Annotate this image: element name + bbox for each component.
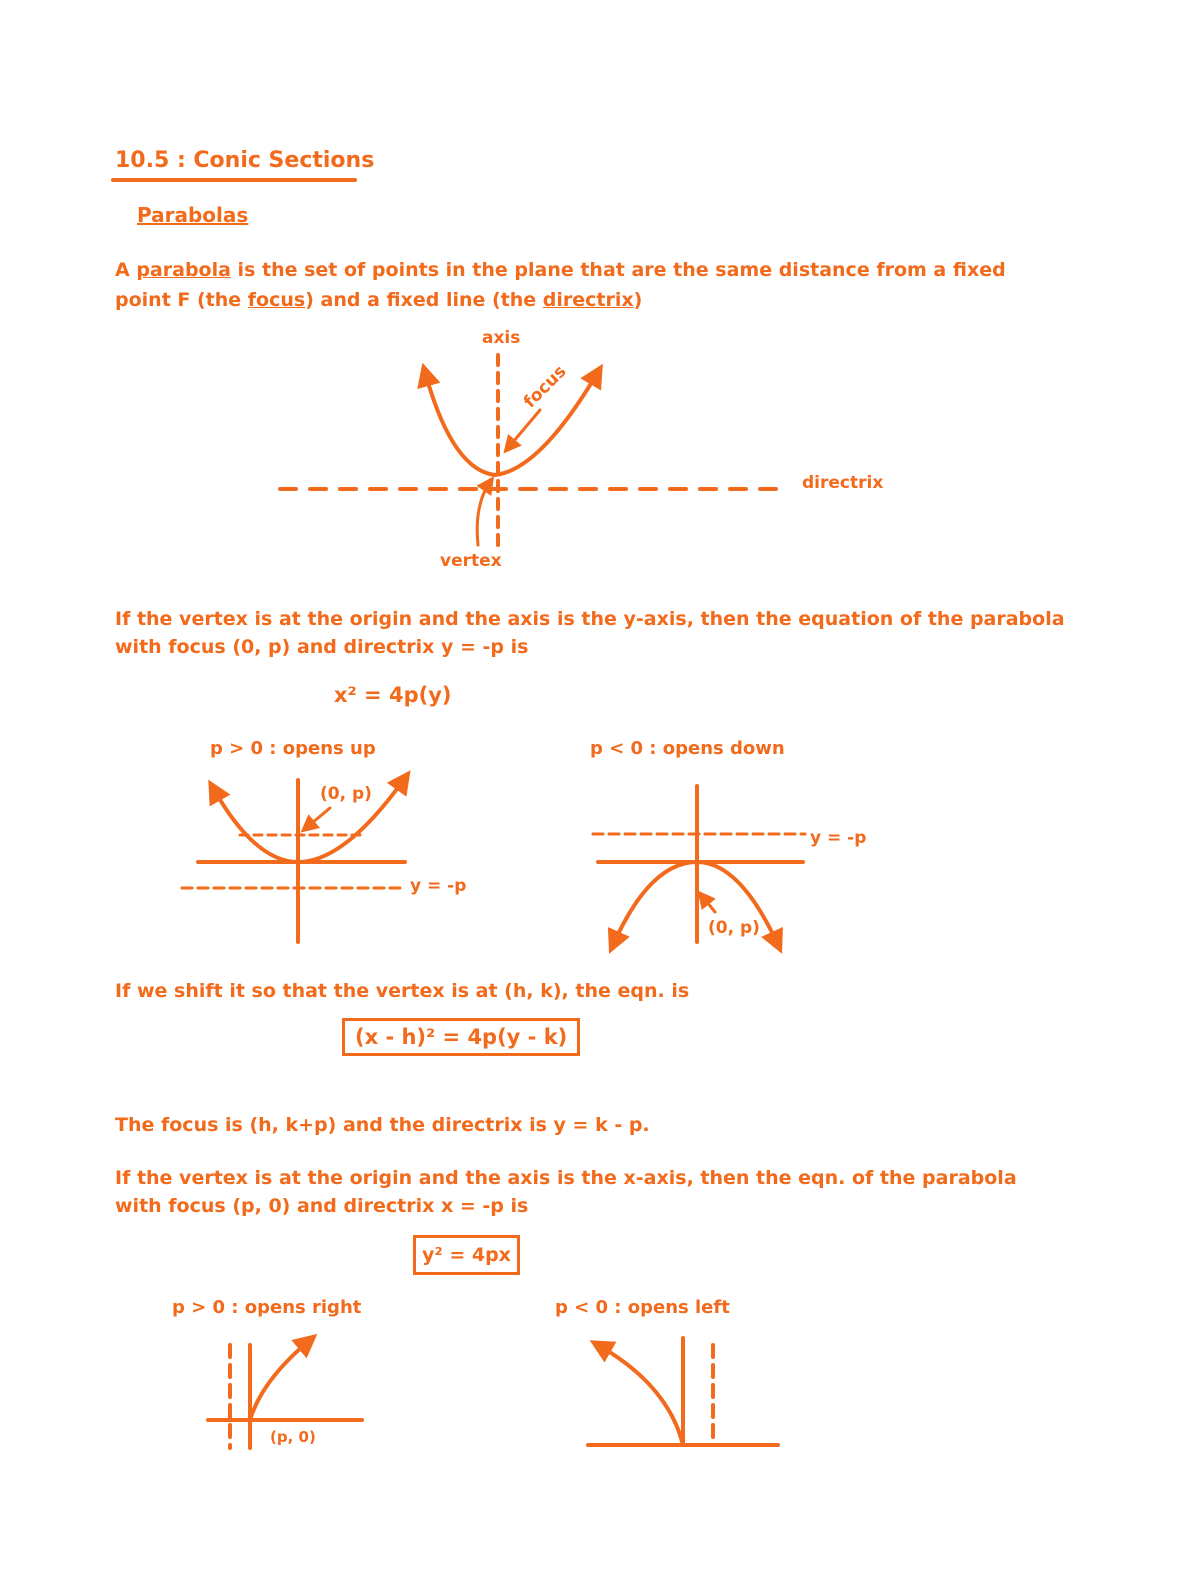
up-parabola bbox=[213, 778, 405, 862]
focus-directrix-text: The focus is (h, k+p) and the directrix is y = k - p. bbox=[115, 1114, 650, 1136]
down-focus-arrow bbox=[702, 896, 715, 912]
case-up-focus-label: (0, p) bbox=[320, 784, 372, 804]
left-parabola bbox=[598, 1345, 683, 1445]
vertex-label: vertex bbox=[440, 551, 502, 571]
subsection-title: Parabolas bbox=[137, 203, 249, 227]
vertex-arrow bbox=[477, 482, 490, 545]
case-left-heading: p < 0 : opens left bbox=[555, 1297, 730, 1318]
x-axis-para-line-1: If the vertex is at the origin and the axis is the x-axis, then the eqn. of the parabola bbox=[115, 1167, 1017, 1189]
definition-part-a: point F (the bbox=[115, 289, 248, 311]
case-down-heading: p < 0 : opens down bbox=[590, 738, 785, 759]
definition-prefix: A bbox=[115, 259, 137, 281]
x-axis-para-line-2: with focus (p, 0) and directrix x = -p is bbox=[115, 1195, 529, 1217]
case-right-focus-label: (p, 0) bbox=[270, 1428, 316, 1446]
definition-part-c: ) bbox=[633, 289, 643, 311]
section-title-text: 10.5 : Conic Sections bbox=[115, 148, 375, 173]
case-down-focus-label: (0, p) bbox=[708, 918, 760, 938]
definition-part-b: ) and a fixed line (the bbox=[305, 289, 543, 311]
axis-label: axis bbox=[482, 328, 521, 348]
equation-y-axis: x² = 4p(y) bbox=[334, 683, 452, 707]
focus-label: focus bbox=[520, 361, 571, 413]
shift-text: If we shift it so that the vertex is at (h, k), the eqn. is bbox=[115, 980, 690, 1002]
case-up-heading: p > 0 : opens up bbox=[210, 738, 376, 759]
term-directrix: directrix bbox=[542, 289, 634, 311]
focus-arrow bbox=[508, 410, 540, 448]
term-focus: focus bbox=[247, 289, 306, 311]
term-parabola: parabola bbox=[136, 259, 231, 281]
main-parabola bbox=[425, 372, 598, 475]
case-right-heading: p > 0 : opens right bbox=[172, 1297, 362, 1318]
equation-shift: (x - h)² = 4p(y - k) bbox=[355, 1025, 568, 1049]
definition-rest: is the set of points in the plane that are the same distance from a fixed bbox=[230, 259, 1006, 281]
y-axis-para-line-2: with focus (0, p) and directrix y = -p is bbox=[115, 636, 529, 658]
up-focus-arrow bbox=[306, 808, 330, 828]
directrix-label: directrix bbox=[802, 473, 884, 493]
case-down-directrix-label: y = -p bbox=[810, 828, 867, 848]
y-axis-para-line-1: If the vertex is at the origin and the axis is the y-axis, then the equation of the parabola bbox=[115, 608, 1065, 630]
equation-x-axis: y² = 4px bbox=[422, 1244, 511, 1266]
right-parabola bbox=[250, 1340, 310, 1420]
case-up-directrix-label: y = -p bbox=[410, 876, 467, 896]
